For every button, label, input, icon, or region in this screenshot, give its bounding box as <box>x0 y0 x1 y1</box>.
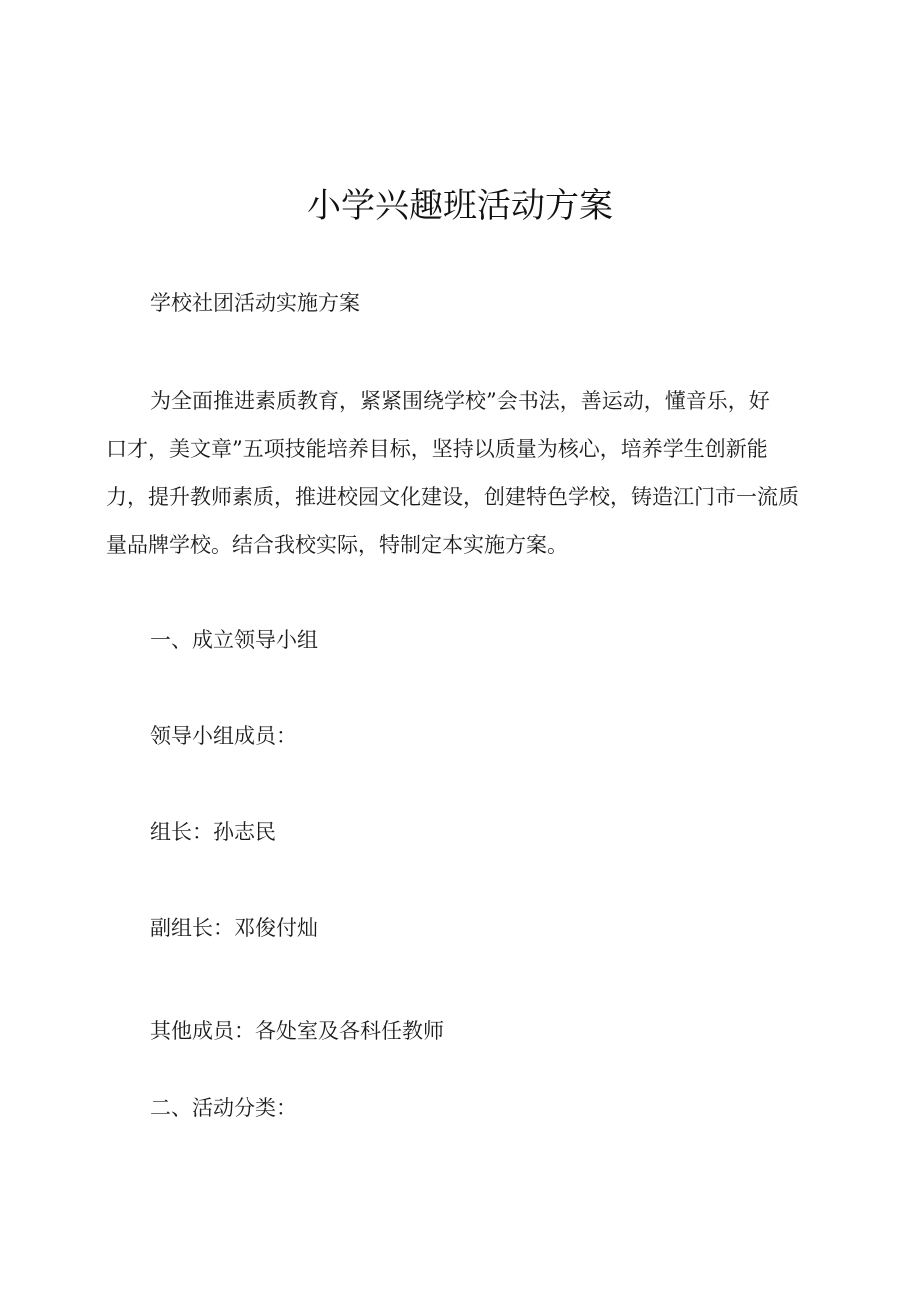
section-heading-leadership: 一、成立领导小组 <box>150 628 318 652</box>
intro-line: 力，提升教师素质，推进校园文化建设，创建特色学校，铸造江门市一流质 <box>106 485 799 509</box>
document-subtitle: 学校社团活动实施方案 <box>150 291 360 315</box>
leader-line: 组长：孙志民 <box>150 820 276 844</box>
intro-line: 口才，美文章”五项技能培养目标，坚持以质量为核心，培养学生创新能 <box>106 437 768 461</box>
document-title: 小学兴趣班活动方案 <box>307 186 613 226</box>
vice-leader-line: 副组长：邓俊付灿 <box>150 916 318 940</box>
members-label: 领导小组成员： <box>150 724 297 748</box>
intro-paragraph <box>106 377 822 569</box>
section-heading-categories: 二、活动分类： <box>150 1096 297 1120</box>
other-members-line: 其他成员：各处室及各科任教师 <box>150 1019 444 1043</box>
intro-line: 量品牌学校。结合我校实际，特制定本实施方案。 <box>106 533 568 557</box>
intro-line: 为全面推进素质教育，紧紧围绕学校”会书法，善运动，懂音乐，好 <box>150 389 770 413</box>
